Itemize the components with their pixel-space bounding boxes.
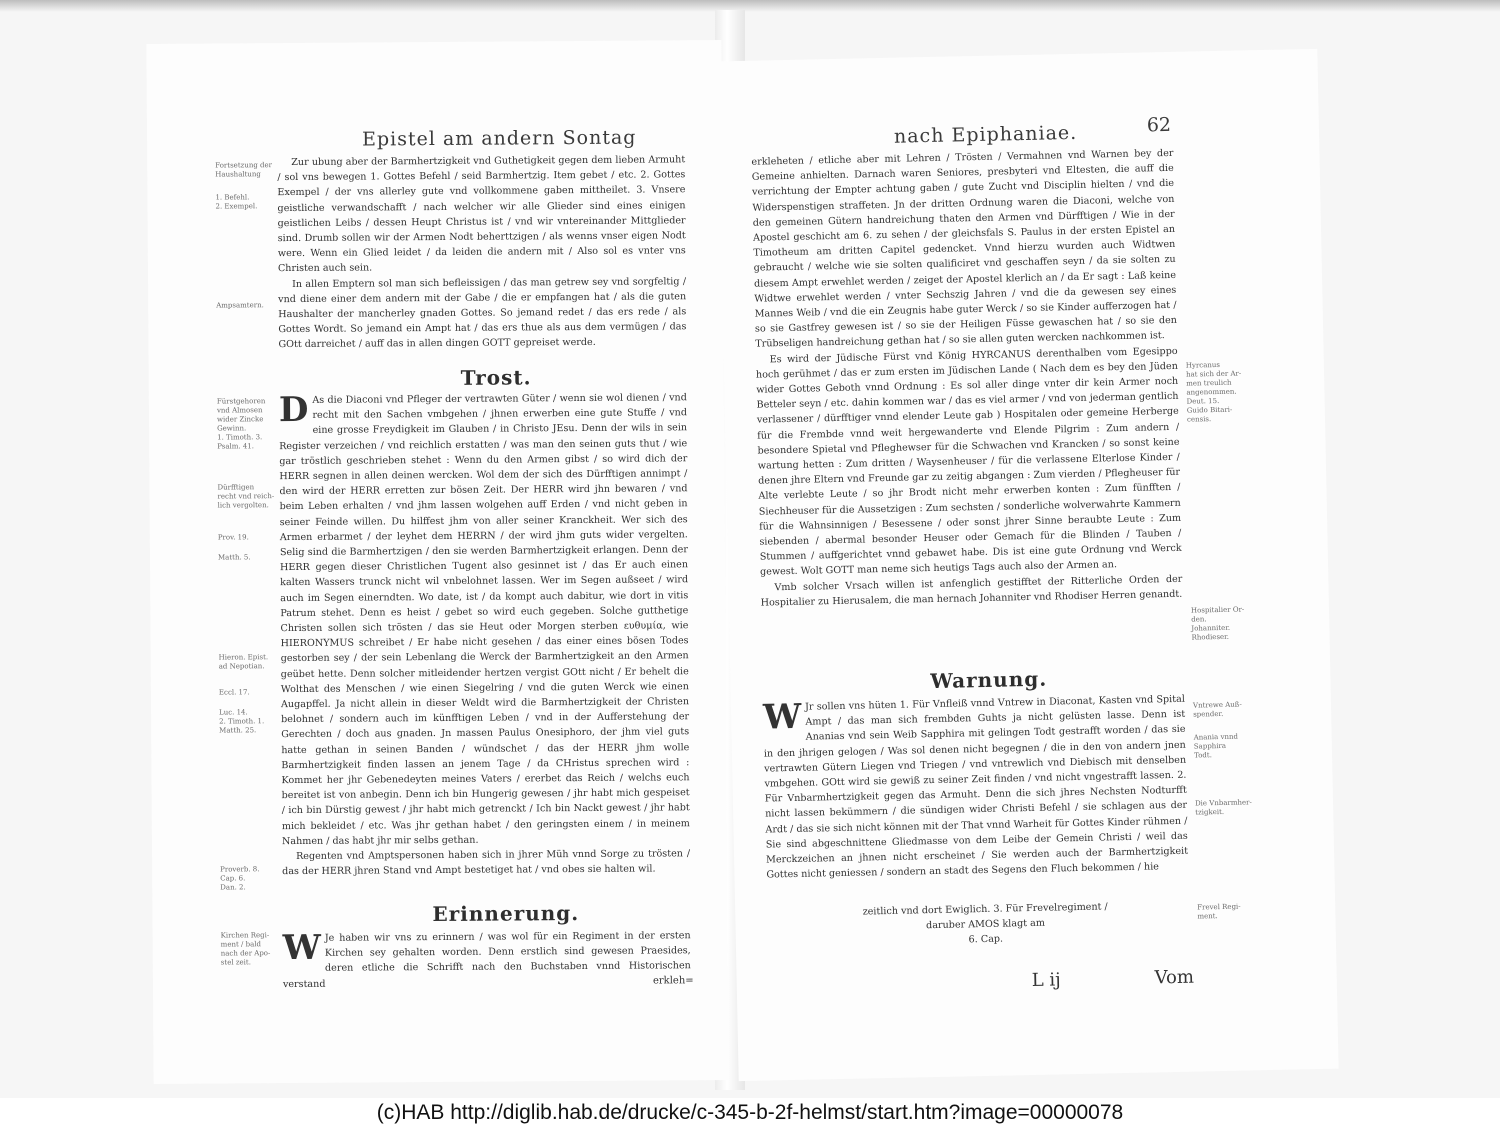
- erinnerung-text-block: [283, 928, 691, 992]
- warnung-end-line: 6. Cap.: [968, 933, 1004, 946]
- warnung-text-block: [763, 692, 1189, 883]
- erinnerung-paragraph: Je haben wir vns zu erinnern / was wol für ein Regiment in der ersten Kirchen sey gehalten worden. Denn erstlich sind gewesen Praesides, deren etliche die Schrifft nach den Buchstaben vnnd Historischen verstand: [282, 930, 691, 990]
- margin-note: Dürfftigen recht vnd reich- lich vergolten.: [217, 483, 275, 510]
- margin-note: Vntrewe Auß- spender.: [1192, 700, 1242, 719]
- right-paragraph: erkleheten / etliche aber mit Lehren / Trösten / Vermahnen vnd Warnen bey der Gemeine anhielten. Darnach waren Seniores, presbyteri vnd Eltesten, die auff die verrichtung der Empter achtung gaben / gute Zucht vnd Disciplin hielten / vnd die Widerspenstigen straffeten. Jn der dritten Ordnung waren die Diaconi, welche von den gemeinen Gütern handreichung thaten den Armen vnd Dürfftigen / Wie in der Apostel geschicht am 6. zu sehen / der gleichsfals S. Paulus in der ersten Epistel an Timotheum am dritten Capitel gedencket. Vnnd hierzu wurden auch Widtwen gebraucht / welche wie sie solten qualificiret vnd geschaffen seyn / da sie solten zu diesem Ampt erwehlet werden / zeiget der Apostel klerlich an / da Er sagt : Laß keine Widtwe erwehlet werden / vnter Sechszig Jahren / vnd die da gewesen sey eines Mannes Weib / vnd die ein Zeugnis habe guter Werck / so sie Kinder aufferzogen hat / so sie Gastfrey gewesen ist / so sie der Heiligen Füsse gewaschen hat / so sie den Trübseligen handreichung gethan hat / so sie allen guten wercken nachkommen ist.: [751, 147, 1178, 351]
- margin-note: Anania vnnd Sapphira Todt.: [1193, 732, 1239, 760]
- margin-note: Ampsamtern.: [216, 301, 264, 310]
- margin-note: Kirchen Regi- ment / bald nach der Apo- stel zeit.: [220, 931, 271, 967]
- margin-note: Eccl. 17.: [218, 688, 250, 697]
- warnung-ending: [835, 899, 1136, 950]
- margin-note: Matth. 5.: [217, 553, 251, 562]
- right-paragraph: Es wird der Jüdische Fürst vnd König HYRCANUS derenthalben vom Egesippo hoch gerühmet / das er zum ersten im Jüdischen Lande ( Nach dem es bey den Jüden wider Gottes Geboth vnnd Ordnung : Es sol aller dinge vnter dir kein Armer noch Betteler seyn / etc. dahin kommen war / das es viel armer / vnd von jederman gentlich verlassener / dürfftiger vnnd elender Leute gab ) Hospitalen oder gemeine Herberge für die Frembde vnnd weit hergewanderte vnd Elende Pilgrim : Zum andern / besondere Spietal vnd Pfleghewser für die Schwachen vnd Krancken / so sonst keine wartung hetten : Zum dritten / Waysenheuser / für die verlassene Elterlose Kinder / denen jhre Eltern vnd Freunde gar zu zeitig abgangen : Zum vierden / Pflegheuser für Alte verlebte Leute / so jhr Brodt nicht mehr erwerben konten : Zum fünfften / Siechheuser für die Aussetzigen : Zum sechsten / sonderliche wolverwahrte Kammern für die Wahnsinnigen / Besessene / oder sonst jhrer Sinne beraubte Leute : Zum siebenden / abermal besonder Heuser oder Gemach für die Blinden / Tauben / Stummen / auffgerichtet vnnd gebawet habe. Dis ist eine gute Ordnung vnd Werck gewest. Wolt GOTT man neme sich heutigs Tags auch also der Armen an.: [755, 345, 1182, 579]
- warnung-paragraph: Jr sollen vns hüten 1. Für Vnfleiß vnnd Vntrew in Diaconat, Kasten vnd Spital Ampt / das man sich frembden Guhts ja nicht gelüsten lasse. Denn ist Ananias vnd sein Weib Sapphira mit gelingen Todt gestrafft worden / das sie in den jhrigen gelogen / Was sol denen nicht begegnen / die in den von andern jnen vertrawten Gütern Liegen vnd Triegen / vnd vntrewlich vnd Diebisch mit denselben vmbgehen. GOtt wird sie gewiß zu seiner Zeit finden / vnd nicht vngestrafft lassen. 2. Für Vnbarmhertzigkeit gegen das Armuht. Denn die sich jhres Nechsten Nodturfft nicht lassen bekümmern / die sündigen wider Christi Befehl / sie schlagen aus der Ardt / das sie sich nicht können mit der That vnnd Warheit für Gottes Kinder rühmen / Sie sind abgeschnittene Gliedmasse von dem Leibe der Gemein Christi / weil das Merckzeichen an jhnen nicht erscheinet / Sie werden auch der Barmhertzigkeit Gottes nicht geniessen / sondern an stadt des Segens den Fluch bekommen / hie: [763, 693, 1189, 881]
- right-page: [717, 49, 1338, 1081]
- heading-warnung: Warnung.: [930, 666, 1048, 694]
- right-catchword: Vom: [1154, 966, 1195, 989]
- right-running-head: nach Epiphaniae.: [893, 121, 1078, 148]
- dropcap-d: D: [278, 389, 309, 431]
- left-page: [146, 40, 728, 1084]
- left-catchword: erkleh=: [652, 975, 694, 987]
- margin-note: Proverb. 8. Cap. 6. Dan. 2.: [220, 865, 260, 892]
- intro-paragraph: Zur ubung aber der Barmhertzigkeit vnd Guthetigkeit gegen dem lieben Armuht / sol vns bewegen 1. Gottes Befehl / seid Barmhertzig. Item gebet / etc. 2. Gottes Exempel / der vns allerley gute vnd vollkommene gaben mittheilet. 3. Vnsere geistliche verwandschafft / nach welcher wir alle Glieder sind eines einigen geistlichen Leibs / dessen Heupt Christus ist / vnd wir vntereinander Mittglieder sind. Drumb sollen wir der Armen Nodt beherttzigen / als wenns vnser eigen Nodt were. Wenn ein Glied leidet / da leiden die andern mit / Also sol es vnter vns Christen auch sein.: [277, 154, 686, 275]
- heading-erinnerung: Erinnerung.: [432, 901, 580, 927]
- copyright-url: (c)HAB http://diglib.hab.de/drucke/c-345-b-2f-helmst/start.htm?image=00000078: [376, 1101, 1124, 1124]
- page-number: 62: [1146, 113, 1172, 137]
- trost-paragraph: As die Diaconi vnd Pfleger der vertrawten Güter / wenn sie wol dienen / vnd recht mit den Sachen vmbgehen / jhnen erwerben eine gute Stuffe / vnd eine grosse Freydigkeit im Glauben / in Christo JEsu. Denn der wils in sein Register verzeichen / vnd reichlich erstatten / was man den seinen guts thut / wie gar tröstlich geschrieben stehet : Wenn du den Armen gibst / so wird dich der HERR segnen in allen deinen wercken. Wol dem der sich des Dürfftigen annimpt / den wird der HERR erretten zur bösen Zeit. Der HERR wird jhn bewaren / vnd beim Leben erhalten / vnd jhm lassen wolgehen auff Erden / vnd nicht geben in seiner Feinde willen. Du hilffest jhm von aller seiner Kranckheit. Wer sich des Armen erbarmet / der leyhet dem HERRN / der wird jhm guts wider vergelten. Selig sind die Barmhertzigen / den sie werden Barmhertzigkeit erlangen. Denn der HERR gegen dieser Christlichen Tugent also gesinnet ist / das Er auch einen kalten Wassers trunck nicht wil vnbelohnet lassen. Wer im Segen außseet / wird auch im Segen einerndten. Wo date, ist / da kompt auch dabitur, wie dort in vitis Patrum stehet. Denn es heist / gebet so wird euch gegeben. Solche gutthetige Christen sollen sich trösten / das sie Heut oder Morgen sterben ευθυμία, wie HIERONYMUS schreibet / Er habe nicht gesehen / das einer eines bösen Todes gestorben sey / der sein Lebenlang die Werck der Barmhertzigkeit an den Armen geübet hette. Denn solcher mitleidender hertzen vergist GOtt nicht / Er behelt die Wolthat des Menschen / wie einen Siegelring / vnd die guten Werck wie einen Augapffel. Ja nicht allein in dieser Weldt wird die Barmhertzigkeit der Christen belohnet / sondern auch im künfftigen Leben / vnd in der Aufferstehung der Gerechten / doch aus gnaden. Jn massen Paulus Onesiphoro, der jhm viel guts hatte gethan in seinen Banden / wündschet / das der HERR jhm wolle Barmhertzigkeit finden lassen an jenem Tage / da CHristus sprechen wird : Kommet her jhr Gebenedeyten meines Vaters / ererbet das Reich / welchs euch bereitet ist von anbegin. Denn ich bin Hungerig gewesen / jhr habt mich gespeiset / ich bin Dürstig gewest / jhr habt mich getrenckt / Ich bin Nackt gewest / jhr habt mich bekleidet / etc. Was jhr gethan habet / den geringsten einem / in meinem Nahmen / das habt jhr mir selbs gethan.: [279, 392, 690, 847]
- margin-note: 1. Befehl. 2. Exempel.: [215, 193, 258, 211]
- signature-mark: L ij: [1031, 969, 1061, 992]
- margin-note: Fürstgehoren vnd Almosen wider Zincke Gewinn. 1. Timoth. 3. Psalm. 41.: [216, 397, 266, 451]
- margin-note: Hyrcanus hat sich der Ar- men treulich angenommen. Deut. 15. Guido Bitari- censis.: [1185, 360, 1242, 424]
- dropcap-w: W: [282, 927, 322, 969]
- dropcap-w-right: W: [762, 696, 802, 738]
- scan-top-edge: [0, 0, 1500, 12]
- trost-closing: Regenten vnd Amptspersonen haben sich in jhrer Müh vnnd Sorge zu trösten / das der HERR jhren Stand vnd Ampt bestetiget hat / vnd obes sie halten wil.: [282, 848, 691, 878]
- margin-note: Luc. 14. 2. Timoth. 1. Matth. 25.: [219, 708, 265, 735]
- warnung-end-line: zeitlich vnd dort Ewiglich. 3. Für Frevelregiment /: [862, 901, 1108, 918]
- margin-note: Prov. 19.: [217, 533, 249, 542]
- intro-paragraph: In allen Emptern sol man sich befleissigen / das man getrew sey vnd sorgfeltig / vnd diene einer dem andern mit der Gabe / die er empfangen hat / als die guten Haushalter der mancherley gnaden Gottes. So jemand redet / das ers rede / als Gottes Wordt. So jemand ein Ampt hat / das ers thue als aus dem vermügen / das GOtt darreichet / auff das in allen dingen GOTT gepreiset werde.: [278, 275, 687, 351]
- trost-text-block: [279, 390, 690, 879]
- right-main-text: [751, 146, 1182, 611]
- margin-note: Fortsetzung der Haushaltung: [215, 161, 273, 179]
- left-intro-text: [277, 152, 686, 352]
- left-running-head: Epistel am andern Sontag: [361, 126, 637, 151]
- margin-note: Hieron. Epist. ad Nepotian.: [218, 653, 269, 671]
- heading-trost: Trost.: [460, 365, 532, 390]
- right-paragraph: Vmb solcher Vrsach willen ist anfenglich gestifftet der Ritterliche Orden der Hospitalier zu Hierusalem, die man hernach Johanniter vnd Rhodiser Herren genandt.: [760, 573, 1183, 609]
- margin-note: Hospitalier Or- den. Johanniter. Rhodieser.: [1190, 605, 1245, 642]
- margin-note: Die Vnbarmher- tzigkeit.: [1194, 798, 1252, 817]
- margin-note: Frevel Regi- ment.: [1197, 902, 1241, 921]
- warnung-end-line: daruber AMOS klagt am: [926, 917, 1046, 932]
